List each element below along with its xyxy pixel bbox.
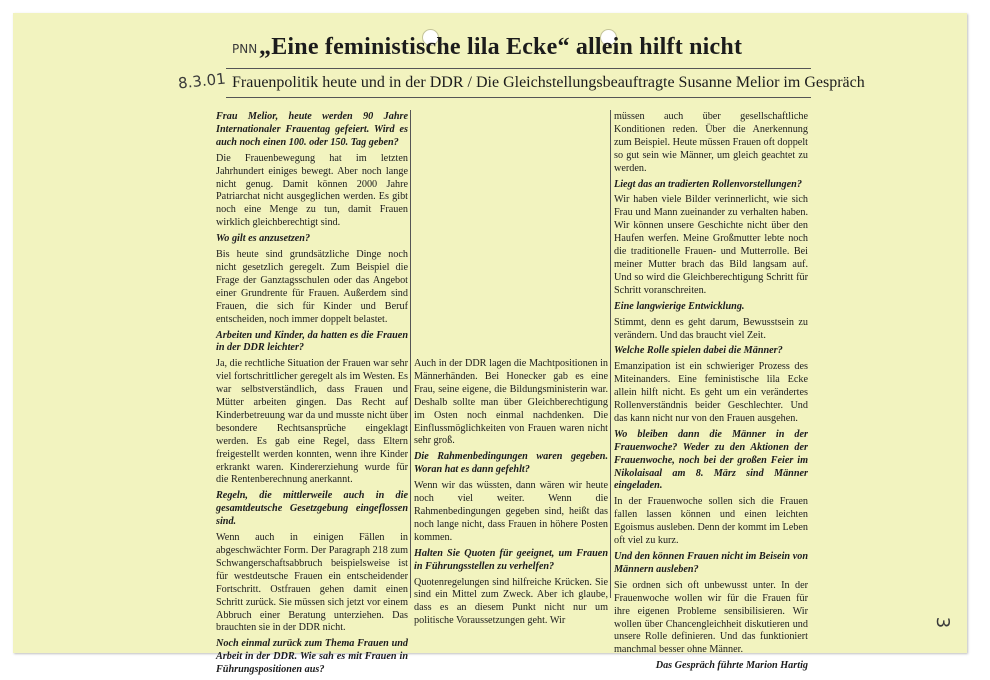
headline-rule	[226, 68, 811, 69]
handwritten-prefix: PNN	[232, 42, 258, 56]
interview-answer: Emanzipation ist ein schwieriger Prozess des Miteinanders. Eine feministische lila Ecke allein hilft nicht. Es geht um ein verändertes Rollenverständnis beider Geschlechter. Und das kann nicht nur von den Frauen ausgehen.	[614, 361, 808, 424]
interview-question: Regeln, die mittlerweile auch in die gesamtdeutsche Gesetzgebung eingeflossen sind.	[216, 490, 408, 528]
interview-answer: Bis heute sind grundsätzliche Dinge noch nicht gesetzlich geregelt. Zum Beispiel die Frage der Ganztagsschulen oder das Angebot einer Grundrente für Frauen. Außerdem sind Frauen, die sich für Kinder und Beruf entscheiden, noch immer doppelt belastet.	[216, 249, 408, 325]
interview-answer: Wenn auch in einigen Fällen in abgeschwächter Form. Der Paragraph 218 zum Schwangerschaftsabbruch beispielsweise ist für westdeutsche Frauen ein entscheidender Fortschritt. Ostfrauen gehen damit einen Schritt zurück. Sie müssen sich jetzt vor einem Abbruch einer Beratung unterziehen. Das brauchten sie in der DDR nicht.	[216, 532, 408, 634]
interview-question: Liegt das an tradierten Rollenvorstellungen?	[614, 178, 802, 190]
interview-answer: Quotenregelungen sind hilfreiche Krücken. Sie sind ein Mittel zum Zweck. Aber ich glaube, dass es an diesem Punkt nicht nur um politische Voraussetzungen geht. Wir	[414, 576, 608, 627]
subheadline: Frauenpolitik heute und in der DDR / Die Gleichstellungsbeauftragte Susanne Melior im Gespräch	[232, 74, 865, 91]
interview-answer: Stimmt, denn es geht darum, Bewusstsein zu verändern. Und das braucht viel Zeit.	[614, 316, 808, 341]
column-divider	[410, 110, 411, 598]
interview-answer: müssen auch über gesellschaftliche Konditionen reden. Über die Anerkennung zum Beispiel. Heute müssen Frauen oft doppelt so gut sein wie Männer, um gleich geachtet zu werden.	[614, 111, 808, 174]
interview-answer: Ja, die rechtliche Situation der Frauen war sehr viel fortschrittlicher geregelt als im Westen. Es war selbstverständlich, dass Frauen und Mütter arbeiten gingen. Das Recht auf Kinderbetreuung war da und musste nicht über besondere Rechtsansprüche eingeklagt werden. Es gab eine Regel, dass Eltern freigestellt werden konnten, wenn ihre Kinder erkrankt waren. Kindererziehung wurde für die Rentenberechnung anerkannt.	[216, 358, 408, 486]
interview-answer: Die Frauenbewegung hat im letzten Jahrhundert einiges bewegt. Aber noch lange nicht genug. Damit können 2000 Jahre Patriarchat nicht ausgeglichen werden. Es gibt noch eine Menge zu tun, damit Frauen wirklich gleichberechtigt sind.	[216, 152, 408, 229]
article-column-1	[216, 111, 408, 680]
handwritten-date: 8.3.01	[177, 69, 227, 93]
interview-question: Halten Sie Quoten für geeignet, um Frauen in Führungsstellen zu verhelfen?	[414, 547, 608, 572]
interview-question: Und den können Frauen nicht im Beisein von Männern ausleben?	[614, 551, 808, 575]
author-credit: Das Gespräch führte Marion Hartig	[655, 660, 808, 672]
interview-answer: Sie ordnen sich oft unbewusst unter. In der Frauenwoche wollen wir für die Frauen für ihre eigenen Probleme sensibilisieren. Wir wollen über Chancengleichheit diskutieren und unsere Rolle definieren. Und das funktioniert manchmal besser ohne Männer.	[614, 579, 808, 656]
interview-question: Welche Rolle spielen dabei die Männer?	[614, 345, 783, 357]
interview-answer: In der Frauenwoche sollen sich die Frauen fallen lassen können und einen leichten Egoismus ausleben. Denn der kommt im Leben oft viel zu kurz.	[614, 496, 808, 547]
interview-question: Frau Melior, heute werden 90 Jahre Internationaler Frauentag gefeiert. Wird es auch noch einen 100. oder 150. Tag geben?	[216, 111, 408, 148]
interview-question: Wo gilt es anzusetzen?	[216, 233, 311, 245]
interview-question: Noch einmal zurück zum Thema Frauen und Arbeit in der DDR. Wie sah es mit Frauen in Führungspositionen aus?	[216, 638, 408, 676]
interview-question: Arbeiten und Kinder, da hatten es die Frauen in der DDR leichter?	[216, 329, 408, 354]
interview-question: Eine langwierige Entwicklung.	[614, 300, 745, 312]
interview-answer: Wir haben viele Bilder verinnerlicht, wie sich Frau und Mann zueinander zu verhalten haben. Wir können unsere Geschichte nicht über den Haufen werfen. Meine Großmutter lebte noch die traditionelle Frauen- und Mutterrolle. Bei meiner Mutter brach das Bild langsam auf. Und so wird die Gleichberechtigung Schritt für Schritt voranschreiten.	[614, 194, 808, 296]
subheadline-rule	[226, 97, 811, 98]
interview-question: Wo bleiben dann die Männer in der Frauenwoche? Weder zu den Aktionen der Frauenwoche, noch bei der großen Feier im Nikolaisaal am 8. März sind Männer eingeladen.	[614, 428, 808, 492]
article-column-2	[414, 358, 608, 631]
interview-answer: Auch in der DDR lagen die Machtpositionen in Männerhänden. Bei Honecker gab es eine Frau, seine eigene, die Bildungsministerin war. Deshalb sollte man über Gleichberechtigung im Osten noch einmal nachdenken. Die Einflussmöglichkeiten von Frauen waren nicht sehr groß.	[414, 358, 608, 447]
interview-answer: Wenn wir das wüssten, dann wären wir heute noch viel weiter. Wenn die Rahmenbedingungen gegeben sind, heißt das noch lange nicht, dass Frauen in höhere Posten kommen.	[414, 480, 608, 543]
interview-question: Die Rahmenbedingungen waren gegeben. Woran hat es dann gefehlt?	[414, 451, 608, 476]
article-column-3	[614, 111, 808, 676]
handwritten-page-number: 3	[932, 616, 954, 629]
headline: „Eine feministische lila Ecke“ allein hilft nicht	[259, 34, 743, 60]
column-divider	[610, 110, 611, 598]
